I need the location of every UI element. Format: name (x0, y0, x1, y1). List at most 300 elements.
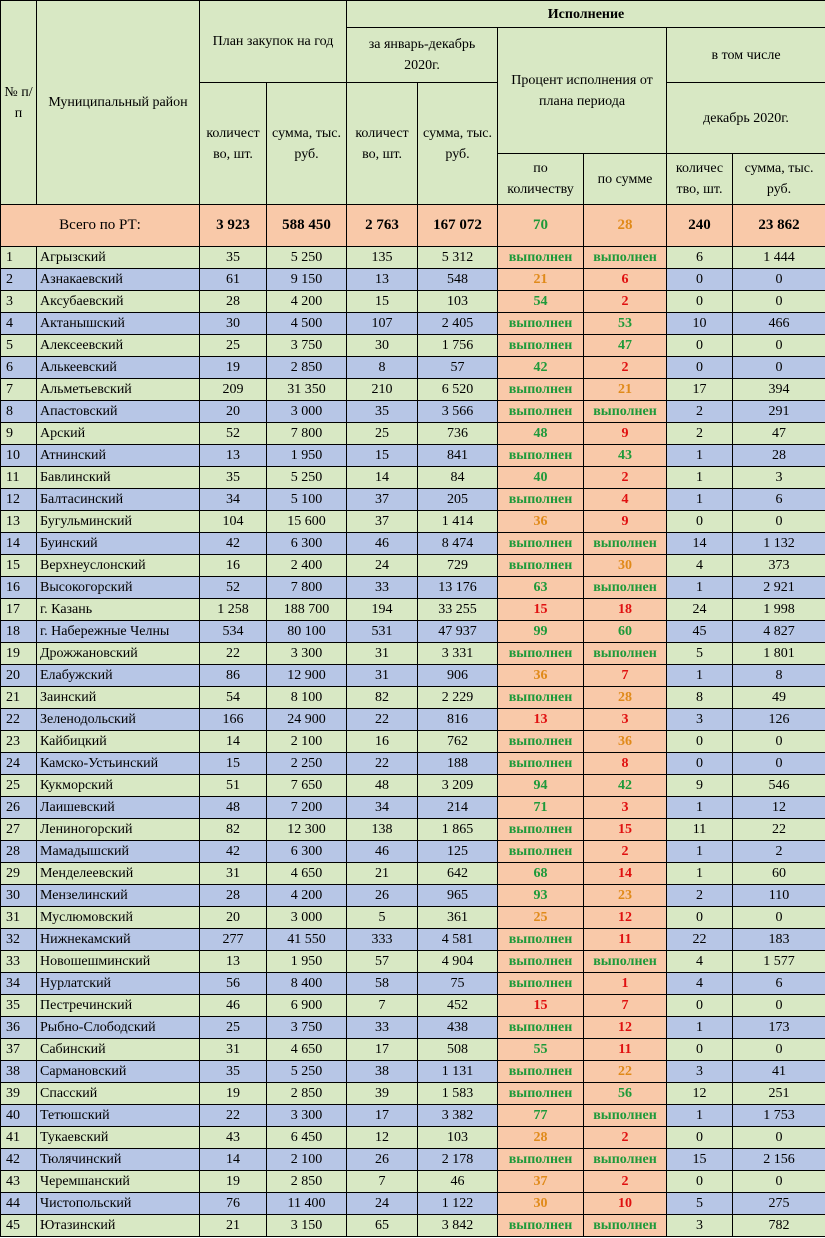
table-row (1, 423, 825, 445)
pct-qty: 36 (498, 665, 584, 687)
total-dec-sum: 23 862 (733, 205, 825, 247)
dec-qty: 0 (667, 995, 733, 1017)
fact-sum: 3 209 (418, 775, 498, 797)
pct-sum: выполнен (584, 951, 667, 973)
table-row (1, 533, 825, 555)
district-name: Сабинский (37, 1039, 200, 1061)
row-number: 33 (1, 951, 37, 973)
pct-sum: 7 (584, 995, 667, 1017)
row-number: 42 (1, 1149, 37, 1171)
district-name: Буинский (37, 533, 200, 555)
dec-sum: 251 (733, 1083, 825, 1105)
fact-qty: 12 (347, 1127, 418, 1149)
table-row (1, 357, 825, 379)
dec-sum: 373 (733, 555, 825, 577)
district-name: Балтасинский (37, 489, 200, 511)
fact-sum: 125 (418, 841, 498, 863)
district-name: г. Казань (37, 599, 200, 621)
pct-qty: выполнен (498, 533, 584, 555)
fact-qty: 31 (347, 665, 418, 687)
plan-sum: 6 300 (267, 841, 347, 863)
dec-sum: 173 (733, 1017, 825, 1039)
table-row (1, 1149, 825, 1171)
pct-qty: выполнен (498, 1061, 584, 1083)
col-header-december: декабрь 2020г. (667, 83, 825, 154)
pct-sum: 1 (584, 973, 667, 995)
plan-sum: 3 300 (267, 643, 347, 665)
row-number: 7 (1, 379, 37, 401)
dec-qty: 8 (667, 687, 733, 709)
col-header-fact-sum: сумма, тыс. руб. (418, 83, 498, 205)
pct-qty: выполнен (498, 335, 584, 357)
dec-qty: 3 (667, 709, 733, 731)
row-number: 45 (1, 1215, 37, 1237)
dec-qty: 1 (667, 467, 733, 489)
fact-sum: 33 255 (418, 599, 498, 621)
district-name: Елабужский (37, 665, 200, 687)
dec-qty: 4 (667, 973, 733, 995)
plan-sum: 7 650 (267, 775, 347, 797)
table-row (1, 1039, 825, 1061)
pct-sum: 8 (584, 753, 667, 775)
pct-sum: 2 (584, 357, 667, 379)
total-plan-qty: 3 923 (200, 205, 267, 247)
district-name: Кукморский (37, 775, 200, 797)
fact-qty: 7 (347, 1171, 418, 1193)
row-number: 35 (1, 995, 37, 1017)
fact-qty: 531 (347, 621, 418, 643)
pct-qty: 37 (498, 1171, 584, 1193)
dec-qty: 5 (667, 1193, 733, 1215)
pct-sum: 2 (584, 467, 667, 489)
pct-sum: 4 (584, 489, 667, 511)
dec-qty: 0 (667, 1039, 733, 1061)
col-header-including: в том числе (667, 28, 825, 83)
plan-sum: 4 200 (267, 291, 347, 313)
dec-qty: 0 (667, 753, 733, 775)
pct-sum: выполнен (584, 533, 667, 555)
fact-sum: 46 (418, 1171, 498, 1193)
plan-qty: 19 (200, 1171, 267, 1193)
plan-qty: 86 (200, 665, 267, 687)
fact-sum: 2 178 (418, 1149, 498, 1171)
plan-sum: 5 100 (267, 489, 347, 511)
row-number: 20 (1, 665, 37, 687)
district-name: Новошешминский (37, 951, 200, 973)
table-row (1, 511, 825, 533)
pct-qty: выполнен (498, 841, 584, 863)
plan-qty: 31 (200, 1039, 267, 1061)
table-row (1, 401, 825, 423)
row-number: 19 (1, 643, 37, 665)
dec-qty: 12 (667, 1083, 733, 1105)
dec-sum: 1 801 (733, 643, 825, 665)
row-number: 3 (1, 291, 37, 313)
row-number: 1 (1, 247, 37, 269)
pct-sum: выполнен (584, 577, 667, 599)
fact-qty: 33 (347, 1017, 418, 1039)
fact-sum: 103 (418, 1127, 498, 1149)
plan-qty: 534 (200, 621, 267, 643)
fact-qty: 58 (347, 973, 418, 995)
dec-qty: 45 (667, 621, 733, 643)
fact-sum: 3 382 (418, 1105, 498, 1127)
row-number: 8 (1, 401, 37, 423)
col-header-dec-qty: количес тво, шт. (667, 154, 733, 205)
dec-qty: 1 (667, 863, 733, 885)
fact-qty: 31 (347, 643, 418, 665)
fact-qty: 15 (347, 445, 418, 467)
plan-qty: 25 (200, 1017, 267, 1039)
plan-sum: 7 200 (267, 797, 347, 819)
col-header-execution: Исполнение (347, 1, 825, 28)
dec-qty: 0 (667, 511, 733, 533)
plan-qty: 166 (200, 709, 267, 731)
district-name: Сармановский (37, 1061, 200, 1083)
fact-qty: 82 (347, 687, 418, 709)
plan-sum: 3 750 (267, 1017, 347, 1039)
plan-qty: 42 (200, 841, 267, 863)
plan-qty: 22 (200, 1105, 267, 1127)
district-name: Высокогорский (37, 577, 200, 599)
pct-sum: 9 (584, 423, 667, 445)
fact-qty: 15 (347, 291, 418, 313)
table-row (1, 885, 825, 907)
dec-qty: 2 (667, 401, 733, 423)
row-number: 24 (1, 753, 37, 775)
fact-qty: 13 (347, 269, 418, 291)
pct-qty: 36 (498, 511, 584, 533)
col-header-fact-qty: количест во, шт. (347, 83, 418, 205)
pct-sum: 15 (584, 819, 667, 841)
col-header-percent: Процент исполнения от плана периода (498, 28, 667, 154)
fact-sum: 5 312 (418, 247, 498, 269)
row-number: 25 (1, 775, 37, 797)
pct-qty: выполнен (498, 643, 584, 665)
fact-sum: 1 122 (418, 1193, 498, 1215)
fact-sum: 103 (418, 291, 498, 313)
dec-sum: 126 (733, 709, 825, 731)
col-header-district: Муниципальный район (37, 1, 200, 205)
plan-qty: 51 (200, 775, 267, 797)
pct-qty: 63 (498, 577, 584, 599)
pct-sum: 56 (584, 1083, 667, 1105)
row-number: 39 (1, 1083, 37, 1105)
plan-qty: 16 (200, 555, 267, 577)
row-number: 6 (1, 357, 37, 379)
fact-qty: 25 (347, 423, 418, 445)
plan-qty: 52 (200, 577, 267, 599)
fact-sum: 736 (418, 423, 498, 445)
plan-sum: 7 800 (267, 577, 347, 599)
fact-qty: 37 (347, 489, 418, 511)
plan-sum: 188 700 (267, 599, 347, 621)
row-number: 16 (1, 577, 37, 599)
dec-qty: 1 (667, 445, 733, 467)
row-number: 13 (1, 511, 37, 533)
dec-sum: 22 (733, 819, 825, 841)
fact-sum: 57 (418, 357, 498, 379)
table-row (1, 335, 825, 357)
dec-qty: 11 (667, 819, 733, 841)
pct-qty: 55 (498, 1039, 584, 1061)
plan-qty: 35 (200, 467, 267, 489)
plan-qty: 20 (200, 401, 267, 423)
district-name: Лениногорский (37, 819, 200, 841)
table-row (1, 489, 825, 511)
dec-sum: 183 (733, 929, 825, 951)
fact-qty: 57 (347, 951, 418, 973)
plan-sum: 4 200 (267, 885, 347, 907)
pct-qty: выполнен (498, 445, 584, 467)
row-number: 37 (1, 1039, 37, 1061)
dec-qty: 0 (667, 1171, 733, 1193)
pct-sum: 21 (584, 379, 667, 401)
plan-qty: 1 258 (200, 599, 267, 621)
pct-sum: 28 (584, 687, 667, 709)
district-name: Нурлатский (37, 973, 200, 995)
fact-sum: 6 520 (418, 379, 498, 401)
pct-qty: 28 (498, 1127, 584, 1149)
pct-qty: 21 (498, 269, 584, 291)
row-number: 34 (1, 973, 37, 995)
table-row (1, 555, 825, 577)
pct-sum: 42 (584, 775, 667, 797)
pct-sum: 7 (584, 665, 667, 687)
district-name: Апастовский (37, 401, 200, 423)
row-number: 4 (1, 313, 37, 335)
row-number: 30 (1, 885, 37, 907)
plan-sum: 2 850 (267, 1083, 347, 1105)
dec-sum: 2 (733, 841, 825, 863)
pct-sum: выполнен (584, 247, 667, 269)
district-name: Арский (37, 423, 200, 445)
district-name: Лаишевский (37, 797, 200, 819)
dec-sum: 0 (733, 1039, 825, 1061)
plan-sum: 4 650 (267, 1039, 347, 1061)
dec-qty: 6 (667, 247, 733, 269)
fact-sum: 361 (418, 907, 498, 929)
district-name: Альметьевский (37, 379, 200, 401)
dec-sum: 1 577 (733, 951, 825, 973)
dec-qty: 2 (667, 423, 733, 445)
dec-qty: 0 (667, 335, 733, 357)
fact-qty: 17 (347, 1105, 418, 1127)
pct-sum: 2 (584, 841, 667, 863)
pct-qty: 94 (498, 775, 584, 797)
plan-sum: 5 250 (267, 247, 347, 269)
fact-sum: 841 (418, 445, 498, 467)
district-name: Менделеевский (37, 863, 200, 885)
fact-qty: 210 (347, 379, 418, 401)
row-number: 11 (1, 467, 37, 489)
fact-qty: 107 (347, 313, 418, 335)
total-label: Всего по РТ: (1, 205, 200, 247)
pct-qty: 99 (498, 621, 584, 643)
plan-sum: 80 100 (267, 621, 347, 643)
fact-qty: 22 (347, 753, 418, 775)
district-name: Заинский (37, 687, 200, 709)
pct-qty: выполнен (498, 731, 584, 753)
plan-sum: 31 350 (267, 379, 347, 401)
pct-qty: выполнен (498, 753, 584, 775)
dec-qty: 0 (667, 291, 733, 313)
pct-sum: 2 (584, 1171, 667, 1193)
plan-sum: 2 400 (267, 555, 347, 577)
pct-sum: 6 (584, 269, 667, 291)
plan-sum: 3 000 (267, 907, 347, 929)
fact-sum: 1 583 (418, 1083, 498, 1105)
row-number: 15 (1, 555, 37, 577)
dec-qty: 0 (667, 357, 733, 379)
fact-qty: 8 (347, 357, 418, 379)
dec-qty: 17 (667, 379, 733, 401)
pct-qty: выполнен (498, 951, 584, 973)
fact-qty: 46 (347, 841, 418, 863)
dec-qty: 3 (667, 1215, 733, 1237)
pct-sum: 36 (584, 731, 667, 753)
plan-sum: 2 250 (267, 753, 347, 775)
fact-qty: 46 (347, 533, 418, 555)
fact-sum: 548 (418, 269, 498, 291)
pct-qty: выполнен (498, 1083, 584, 1105)
plan-sum: 9 150 (267, 269, 347, 291)
district-name: г. Набережные Челны (37, 621, 200, 643)
row-number: 22 (1, 709, 37, 731)
fact-sum: 188 (418, 753, 498, 775)
dec-qty: 1 (667, 1017, 733, 1039)
fact-qty: 24 (347, 555, 418, 577)
plan-qty: 42 (200, 533, 267, 555)
table-row (1, 665, 825, 687)
col-header-plan-qty: количест во, шт. (200, 83, 267, 205)
fact-qty: 333 (347, 929, 418, 951)
table-row (1, 1017, 825, 1039)
dec-sum: 275 (733, 1193, 825, 1215)
table-row (1, 907, 825, 929)
pct-sum: 11 (584, 929, 667, 951)
plan-qty: 13 (200, 445, 267, 467)
plan-qty: 52 (200, 423, 267, 445)
plan-sum: 3 300 (267, 1105, 347, 1127)
district-name: Алькеевский (37, 357, 200, 379)
table-row (1, 445, 825, 467)
pct-sum: 22 (584, 1061, 667, 1083)
dec-sum: 0 (733, 291, 825, 313)
fact-sum: 729 (418, 555, 498, 577)
dec-qty: 5 (667, 643, 733, 665)
pct-sum: 12 (584, 1017, 667, 1039)
row-number: 38 (1, 1061, 37, 1083)
fact-sum: 906 (418, 665, 498, 687)
dec-sum: 0 (733, 731, 825, 753)
district-name: Муслюмовский (37, 907, 200, 929)
row-number: 31 (1, 907, 37, 929)
dec-sum: 4 827 (733, 621, 825, 643)
table-row (1, 269, 825, 291)
plan-sum: 6 900 (267, 995, 347, 1017)
plan-sum: 3 150 (267, 1215, 347, 1237)
district-name: Спасский (37, 1083, 200, 1105)
district-name: Ютазинский (37, 1215, 200, 1237)
col-header-plan: План закупок на год (200, 1, 347, 83)
district-name: Пестречинский (37, 995, 200, 1017)
table-row (1, 731, 825, 753)
table-row (1, 577, 825, 599)
dec-qty: 1 (667, 797, 733, 819)
plan-qty: 28 (200, 885, 267, 907)
fact-qty: 38 (347, 1061, 418, 1083)
pct-sum: выполнен (584, 1105, 667, 1127)
row-number: 5 (1, 335, 37, 357)
row-number: 18 (1, 621, 37, 643)
dec-sum: 546 (733, 775, 825, 797)
table-row (1, 709, 825, 731)
dec-qty: 9 (667, 775, 733, 797)
dec-qty: 1 (667, 489, 733, 511)
district-name: Мамадышский (37, 841, 200, 863)
plan-sum: 3 000 (267, 401, 347, 423)
row-number: 26 (1, 797, 37, 819)
fact-sum: 3 331 (418, 643, 498, 665)
district-name: Бугульминский (37, 511, 200, 533)
district-name: Алексеевский (37, 335, 200, 357)
table-row (1, 753, 825, 775)
plan-qty: 54 (200, 687, 267, 709)
pct-qty: 15 (498, 995, 584, 1017)
pct-sum: 2 (584, 291, 667, 313)
plan-sum: 2 850 (267, 1171, 347, 1193)
fact-sum: 762 (418, 731, 498, 753)
table-row (1, 1061, 825, 1083)
plan-qty: 20 (200, 907, 267, 929)
row-number: 40 (1, 1105, 37, 1127)
fact-qty: 39 (347, 1083, 418, 1105)
dec-sum: 6 (733, 973, 825, 995)
district-name: Актанышский (37, 313, 200, 335)
dec-sum: 0 (733, 753, 825, 775)
dec-sum: 2 921 (733, 577, 825, 599)
plan-sum: 4 500 (267, 313, 347, 335)
plan-qty: 15 (200, 753, 267, 775)
col-header-dec-sum: сумма, тыс. руб. (733, 154, 825, 205)
district-name: Тетюшский (37, 1105, 200, 1127)
plan-sum: 1 950 (267, 445, 347, 467)
pct-sum: 60 (584, 621, 667, 643)
pct-sum: 43 (584, 445, 667, 467)
table-row (1, 1083, 825, 1105)
dec-sum: 1 998 (733, 599, 825, 621)
total-fact-qty: 2 763 (347, 205, 418, 247)
table-row (1, 313, 825, 335)
table-row (1, 599, 825, 621)
row-number: 21 (1, 687, 37, 709)
table-row (1, 951, 825, 973)
pct-qty: выполнен (498, 313, 584, 335)
district-name: Атнинский (37, 445, 200, 467)
table-row (1, 643, 825, 665)
fact-sum: 816 (418, 709, 498, 731)
district-name: Черемшанский (37, 1171, 200, 1193)
plan-qty: 209 (200, 379, 267, 401)
fact-sum: 642 (418, 863, 498, 885)
plan-qty: 19 (200, 357, 267, 379)
district-name: Тукаевский (37, 1127, 200, 1149)
pct-qty: 42 (498, 357, 584, 379)
dec-qty: 1 (667, 577, 733, 599)
fact-qty: 7 (347, 995, 418, 1017)
fact-sum: 13 176 (418, 577, 498, 599)
